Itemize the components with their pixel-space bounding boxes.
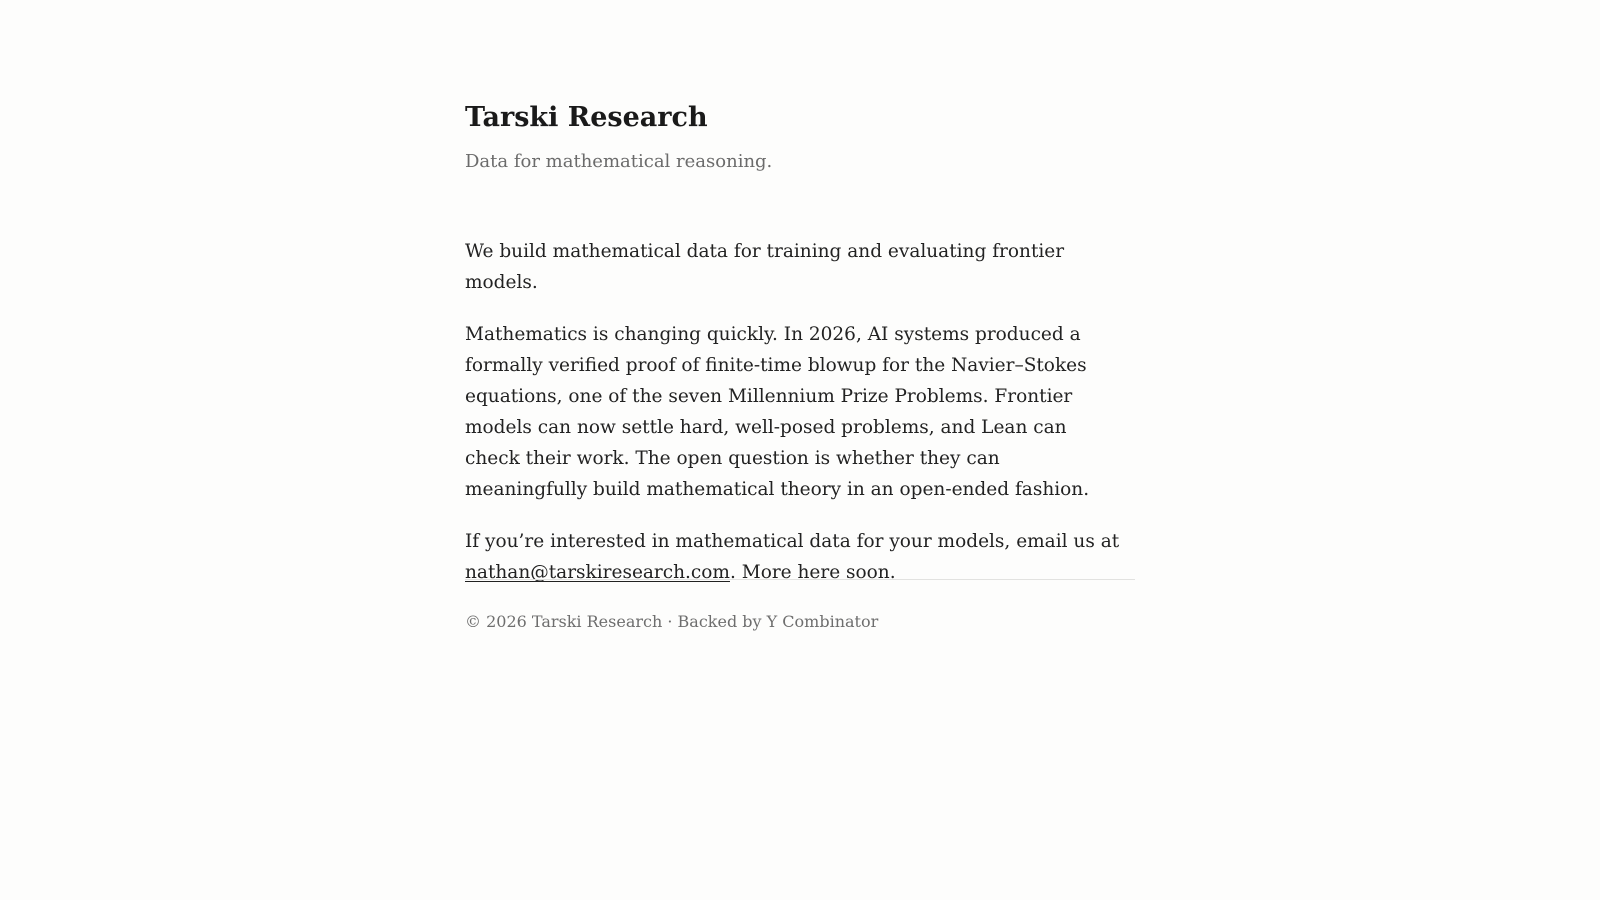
contact-suffix: . More here soon. — [729, 562, 896, 583]
site-title: Tarski Research — [465, 102, 708, 133]
intro-paragraph: We build mathematical data for training and evaluating frontier models. — [465, 241, 1065, 293]
footer — [465, 610, 878, 634]
body-paragraph: Mathematics is changing quickly. In 2026, AI systems produced a formally verified proof of finite-time blowup for the Navier–Stokes equations, one of the seven Millennium Prize Problems. Frontier models can now settle hard, well-posed problems, and Lean can check their work. The open question is whether they can meaningfully build mathematical theory in an open-ended fashion. — [465, 324, 1090, 500]
footer-backed-by: Backed by Y Combinator — [677, 612, 879, 631]
footer-copyright: © 2026 Tarski Research — [465, 612, 663, 631]
site-tagline: Data for mathematical reasoning. — [465, 151, 773, 172]
contact-prefix: If you’re interested in mathematical data for your models, email us at — [465, 531, 1120, 552]
main-content — [465, 236, 1125, 609]
contact-email-link[interactable]: nathan@tarskiresearch.com — [465, 562, 730, 583]
footer-divider — [465, 579, 1135, 580]
footer-separator: · — [662, 612, 678, 631]
